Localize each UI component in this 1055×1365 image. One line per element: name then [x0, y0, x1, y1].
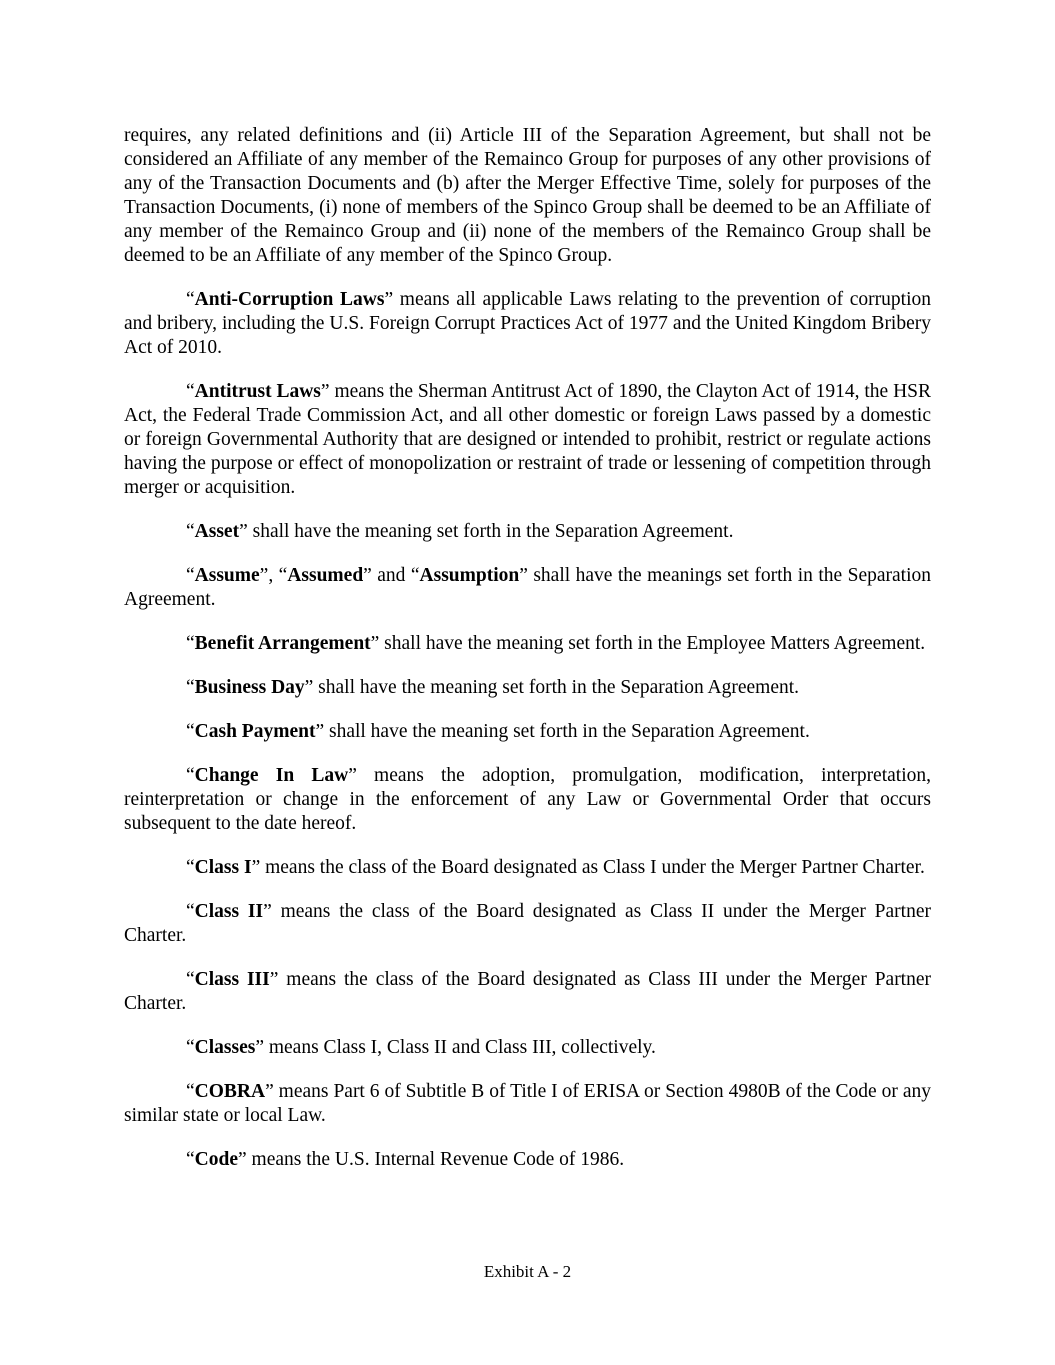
defined-term: Assumed	[287, 565, 364, 586]
definition-text: “	[186, 1149, 195, 1170]
definition-text: “	[186, 901, 195, 922]
definition-text: ” shall have the meanings set forth in the Separation Agreement.	[124, 565, 932, 610]
definition-text: ” means the adoption, promulgation, modification, interpretation, reinterpretation or change in the enforcement of any Law or Governmental Order that occurs subsequent to the date hereof.	[124, 765, 931, 834]
definition-text: “	[186, 1037, 195, 1058]
definition-text: ” shall have the meaning set forth in the Employee Matters Agreement.	[370, 633, 926, 654]
definition-text: ” shall have the meaning set forth in the Separation Agreement.	[239, 521, 734, 542]
definition-text: ” means the U.S. Internal Revenue Code of 1986.	[238, 1149, 625, 1170]
definition-text: ” means Class I, Class II and Class III, collectively.	[255, 1037, 656, 1058]
definition-paragraph	[124, 632, 931, 656]
definition-text: “	[186, 521, 195, 542]
defined-term: Class III	[194, 969, 270, 990]
definition-paragraph	[124, 676, 931, 700]
definition-paragraph	[124, 720, 931, 744]
definition-text: ” means the class of the Board designated as Class III under the Merger Partner Charter.	[124, 969, 932, 1014]
definition-text: ” shall have the meaning set forth in the Separation Agreement.	[304, 677, 800, 698]
defined-term: Asset	[194, 521, 240, 542]
definition-text: “	[186, 721, 195, 742]
definition-text: ” and “	[363, 565, 420, 586]
definition-paragraph	[124, 968, 931, 1016]
definition-paragraph	[124, 564, 931, 612]
definition-text: “	[186, 565, 195, 586]
defined-term: Assumption	[419, 565, 520, 586]
definition-text: “	[186, 289, 195, 310]
definition-paragraph	[124, 1036, 931, 1060]
definition-paragraph	[124, 1080, 931, 1128]
defined-term: Class I	[194, 857, 252, 878]
defined-term: Change In Law	[194, 765, 349, 786]
defined-term: Code	[194, 1149, 238, 1170]
defined-term: Antitrust Laws	[194, 381, 321, 402]
definition-text: “	[186, 381, 195, 402]
definition-paragraph	[124, 764, 931, 836]
defined-term: Classes	[194, 1037, 256, 1058]
defined-term: Cash Payment	[194, 721, 316, 742]
definition-text: ”, “	[259, 565, 288, 586]
definition-text: “	[186, 1081, 195, 1102]
document-page	[124, 124, 931, 1192]
definition-paragraph	[124, 288, 931, 360]
defined-term: Business Day	[194, 677, 305, 698]
definition-text: “	[186, 765, 195, 786]
definition-text: ” shall have the meaning set forth in the Separation Agreement.	[315, 721, 810, 742]
definition-text: ” means Part 6 of Subtitle B of Title I of ERISA or Section 4980B of the Code or any similar state or local Law.	[124, 1081, 931, 1126]
definition-text: “	[186, 633, 195, 654]
definition-paragraph	[124, 856, 931, 880]
defined-term: Assume	[194, 565, 260, 586]
definition-paragraph	[124, 900, 931, 948]
definition-text: “	[186, 857, 195, 878]
definition-text: ” means the class of the Board designated as Class II under the Merger Partner Charter.	[124, 901, 931, 946]
continuation-paragraph: requires, any related definitions and (ii) Article III of the Separation Agreement, but shall not be considered an Affiliate of any member of the Remainco Group for purposes of any other provisions of any of the Transaction Documents and (b) after the Merger Effective Time, solely for purposes of the Transaction Documents, (i) none of members of the Spinco Group shall be deemed to be an Affiliate of any member of the Remainco Group and (ii) none of the members of the Remainco Group shall be deemed to be an Affiliate of any member of the Spinco Group.	[124, 125, 931, 266]
defined-term: Anti-Corruption Laws	[194, 289, 385, 310]
definition-text: ” means the Sherman Antitrust Act of 1890, the Clayton Act of 1914, the HSR Act, the Federal Trade Commission Act, and all other domestic or foreign Laws passed by a domestic or foreign Governmental Authority that are designed or intended to prohibit, restrict or regulate actions having the purpose or effect of monopolization or restraint of trade or lessening of competition through merger or acquisition.	[124, 381, 932, 498]
defined-term: Class II	[194, 901, 264, 922]
definition-text: ” means the class of the Board designated as Class I under the Merger Partner Charter.	[251, 857, 925, 878]
definition-text: “	[186, 677, 195, 698]
definition-paragraph	[124, 380, 931, 500]
definition-paragraph	[124, 1148, 931, 1172]
definition-paragraph	[124, 520, 931, 544]
defined-term: COBRA	[194, 1081, 266, 1102]
page-footer: Exhibit A - 2	[483, 1262, 572, 1281]
defined-term: Benefit Arrangement	[194, 633, 371, 654]
definitions-list	[124, 288, 931, 1172]
definition-text: ” means all applicable Laws relating to the prevention of corruption and bribery, including the U.S. Foreign Corrupt Practices Act of 1977 and the United Kingdom Bribery Act of 2010.	[124, 289, 931, 358]
definition-text: “	[186, 969, 195, 990]
